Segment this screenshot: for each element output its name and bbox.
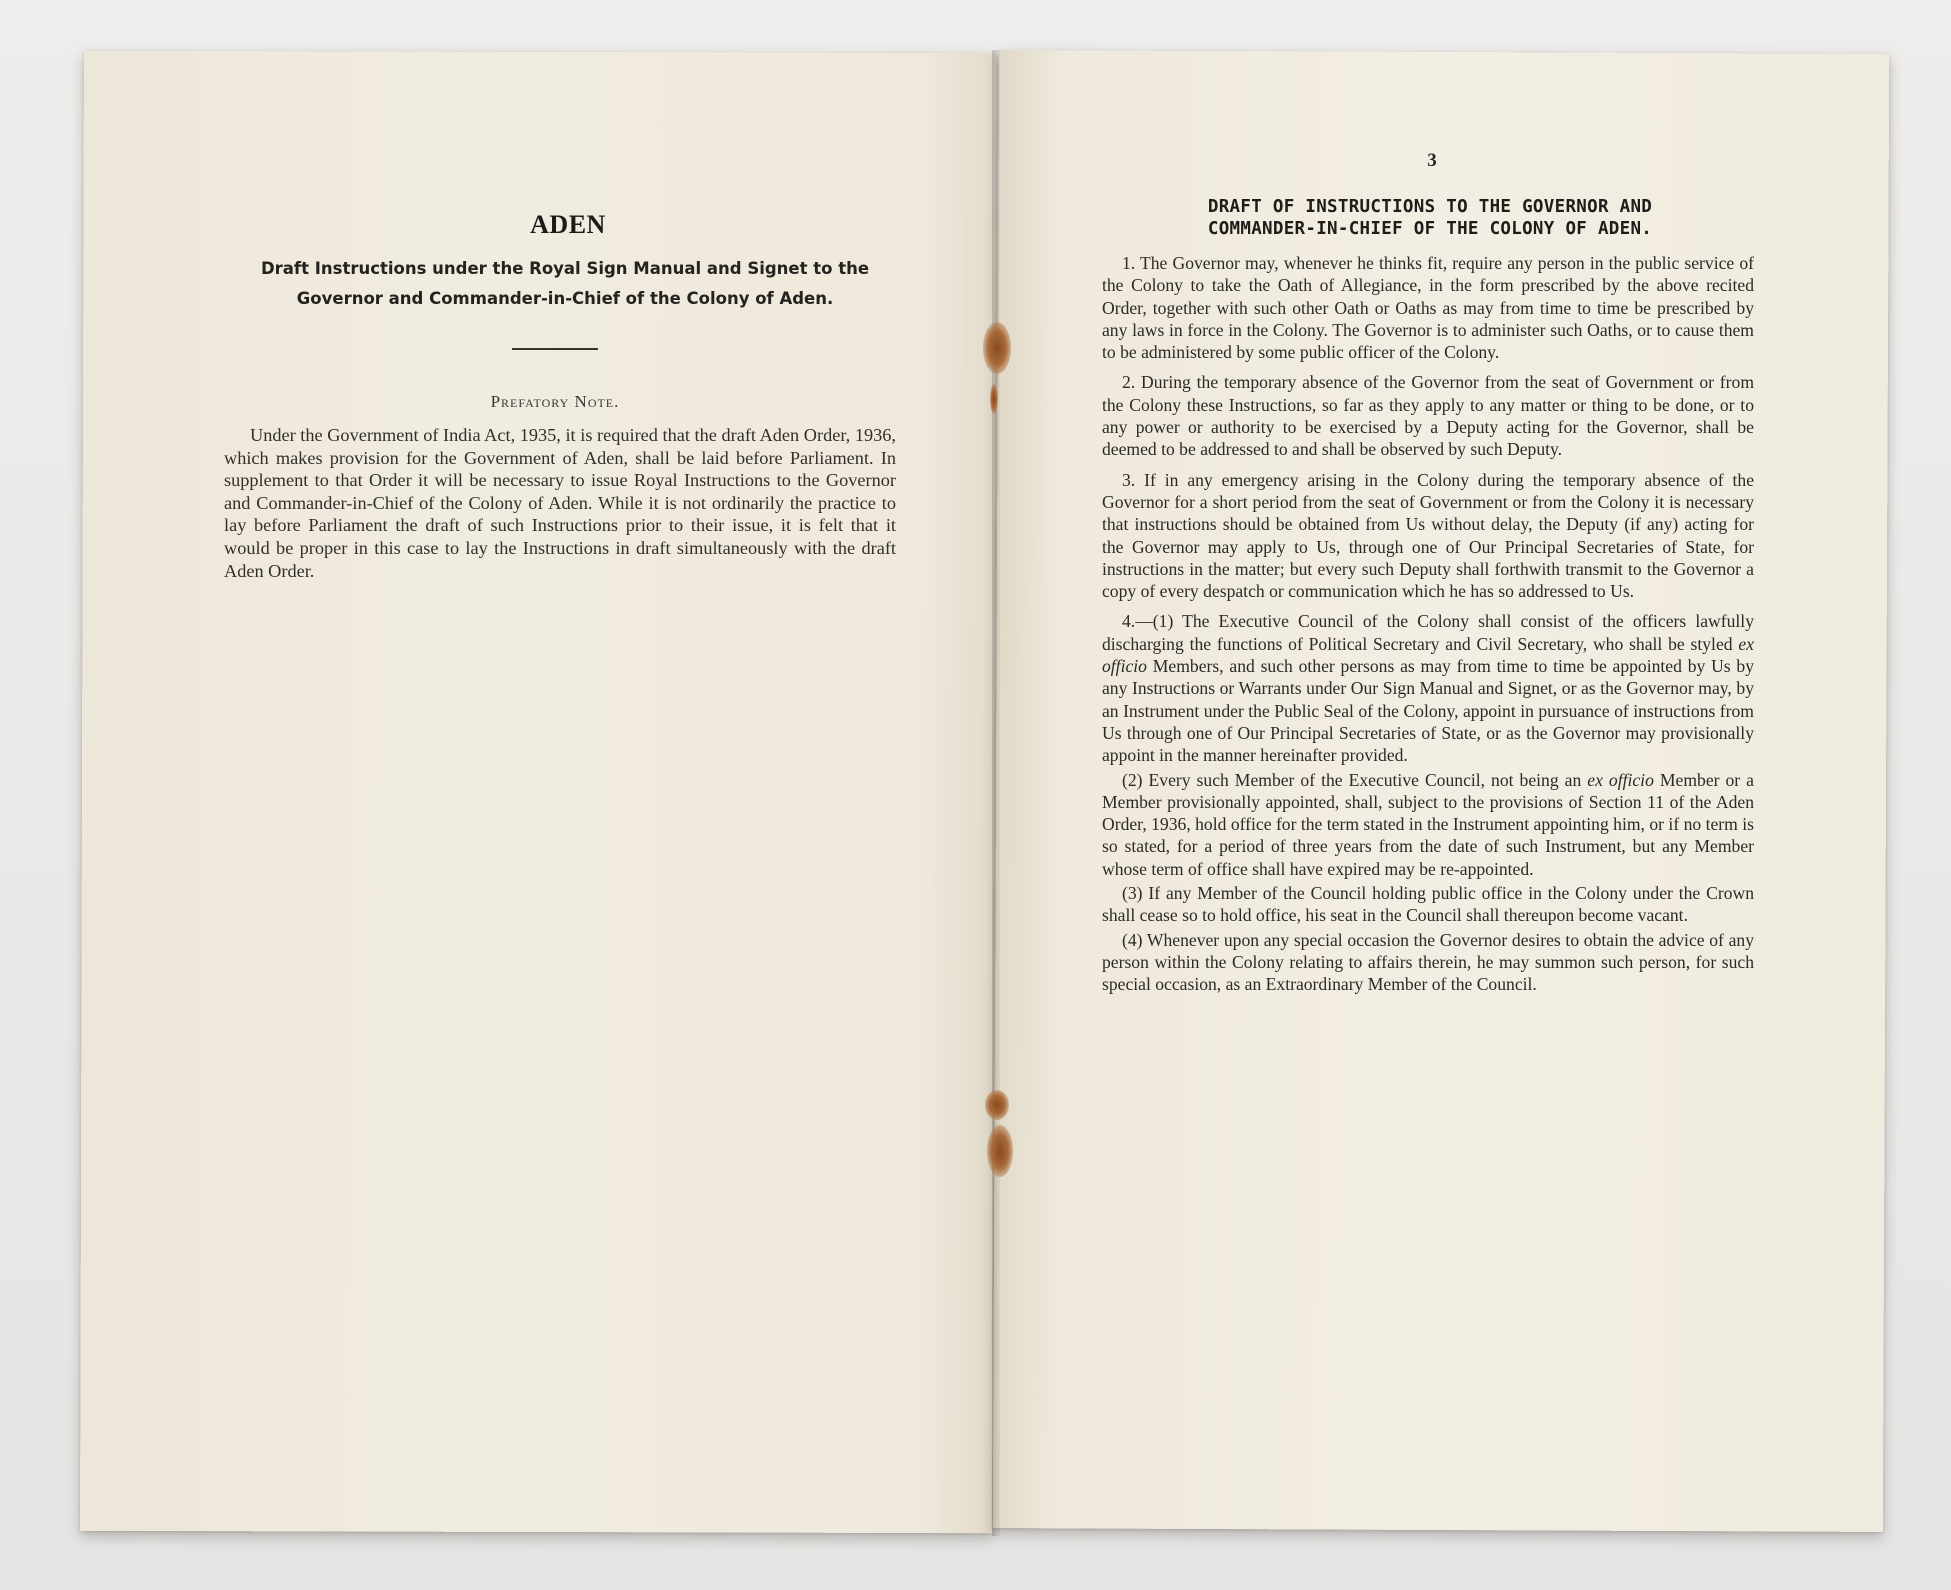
aden-title: ADEN [530,210,606,239]
paragraph-4-1-ex-officio: ex officio [1102,633,1754,677]
rust-stain-upper [983,322,1011,374]
rust-stain-lower-top [985,1090,1009,1120]
left-subtitle [220,254,910,314]
paragraph-4-1 [1102,610,1754,766]
instructions-body [1102,252,1754,998]
section-divider-rule [512,348,598,350]
paragraph-4-1-text-b: Members, and such other persons as may from time to time be appointed by Us by any Instructions or Warrants under Our Sign Manual and Signet, or as the Governor may, by an Instrument under the Public Seal of the Colony, appoint in pursuance of instructions from Us through one of Our Principal Secretaries of State, or as the Governor may provisionally appoint in the manner hereinafter provided. [1102,656,1754,766]
page-number: 3 [1427,150,1437,171]
paragraph-4-4: (4) Whenever upon any special occasion the Governor desires to obtain the advice of any person within the Colony relating to affairs therein, he may summon such person, for such special occasion, as an Extraordinary Member of the Council. [1102,929,1754,995]
subtitle-line-1: Draft Instructions under the Royal Sign Manual and Signet to the [260,259,870,278]
paragraph-1: 1. The Governor may, whenever he thinks fit, require any person in the public service of the Colony to take the Oath of Allegiance, in the form prescribed by the above recited Order, together with such other Oath or Oaths as may from time to time be prescribed by any laws in force in the Colony. The Governor is to administer such Oaths, or to cause them to be administered by some public officer of the Colony. [1102,253,1754,363]
instructions-heading [1090,196,1770,240]
paragraph-4-3: (3) If any Member of the Council holding public office in the Colony under the Crown shall cease so to hold office, his seat in the Council shall thereupon become vacant. [1102,883,1754,926]
paragraph-4-2-text-a: (2) Every such Member of the Executive Council, not being an [1122,769,1582,790]
paragraph-4-1-text-a: 4.—(1) The Executive Council of the Colony shall consist of the officers lawfully discharging the functions of Political Secretary and Civil Secretary, who shall be styled [1102,611,1754,654]
heading-line-2: COMMANDER-IN-CHIEF OF THE COLONY OF ADEN. [1207,219,1653,239]
rust-stain-upper-drip [990,384,998,414]
binding-gutter [992,50,1000,1536]
paragraph-4-2 [1102,769,1754,880]
subtitle-line-2: Governor and Commander-in-Chief of the Colony of Aden. [296,289,834,308]
prefatory-note-heading: Prefatory Note. [490,392,620,411]
prefatory-note-body: Under the Government of India Act, 1935, it is required that the draft Aden Order, 1936, which makes provision for the Government of Aden, shall be laid before Parliament. In supplement to that Order it will be necessary to issue Royal Instructions to the Governor and Commander-in-Chief of the Colony of Aden. While it is not ordinarily the practice to lay before Parliament the draft of such Instructions prior to their issue, it is felt that it would be proper in this case to lay the Instructions in draft simultaneously with the draft Aden Order. [224,425,896,581]
rust-stain-lower [987,1125,1013,1177]
paragraph-2: 2. During the temporary absence of the Governor from the seat of Government or from the Colony these Instructions, so far as they apply to any matter or thing to be done, or to any power or authority to be exercised by a Deputy acting for the Governor, shall be deemed to be addressed to and shall be observed by such Deputy. [1102,372,1754,460]
heading-line-1: DRAFT OF INSTRUCTIONS TO THE GOVERNOR AND [1207,197,1653,217]
paragraph-4-2-text-b: Member or a Member provisionally appointed, shall, subject to the provisions of Section 11 of the Aden Order, 1936, hold office for the term stated in the Instrument appointing him, or if no term is so stated, for a period of three years from the date of such Instrument, but any Member whose term of office shall have expired may be re-appointed. [1102,769,1754,879]
paragraph-4-2-ex-officio: ex officio [1587,769,1654,790]
paragraph-3: 3. If in any emergency arising in the Colony during the temporary absence of the Governor for a short period from the seat of Government or from the Colony it is necessary that instructions should be obtained from Us without delay, the Deputy (if any) acting for the Governor may apply to Us, through one of Our Principal Secretaries of State, for instructions in the matter; but every such Deputy shall forthwith transmit to the Governor a copy of every despatch or communication which he has so addressed to Us. [1102,469,1754,602]
